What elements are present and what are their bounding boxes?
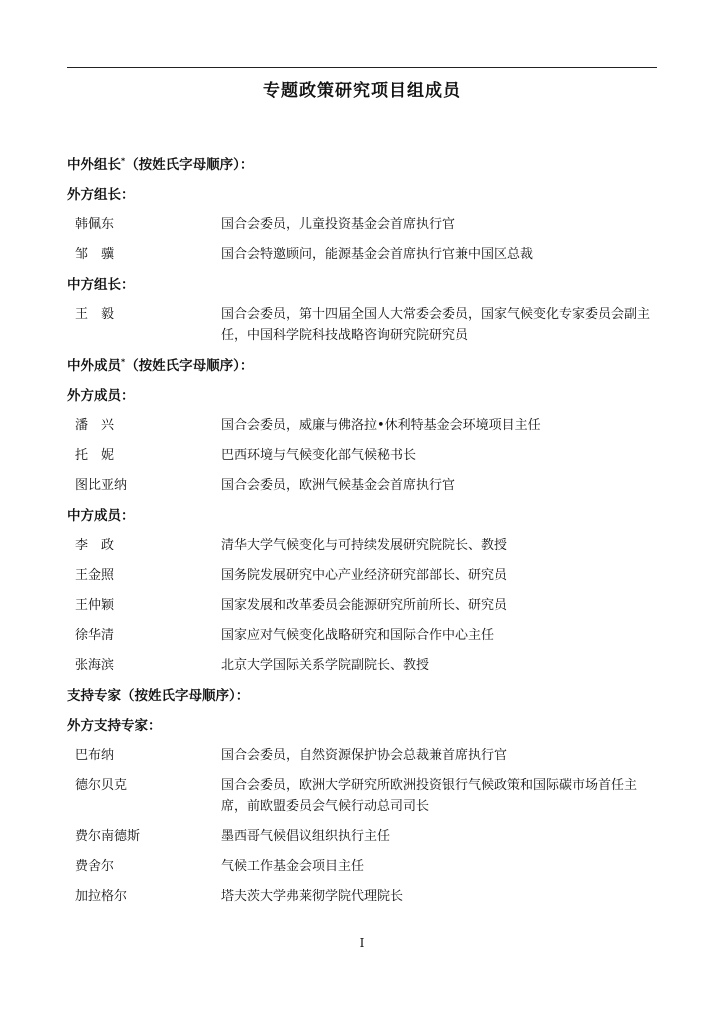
group-heading: 外方成员：: [67, 388, 135, 404]
member-row: [67, 210, 667, 240]
section-heading-text: 中外成员: [67, 358, 121, 374]
member-name: 王 毅: [75, 307, 115, 322]
member-name: 托 妮: [75, 448, 115, 463]
member-title: 国合会委员，欧洲气候基金会首席执行官: [221, 478, 456, 493]
member-title: 国合会委员，第十四届全国人大常委会委员，国家气候变化专家委员会副主任，中国科学院科技战略咨询研究院研究员: [221, 307, 651, 343]
member-row: [67, 561, 667, 591]
member-name: 巴布纳: [75, 748, 115, 763]
member-title: 墨西哥气候倡议组织执行主任: [221, 829, 391, 844]
member-title: 巴西环境与气候变化部气候秘书长: [221, 448, 417, 463]
member-row: [67, 852, 667, 882]
member-name: 图比亚纳: [75, 478, 128, 493]
section-heading-note: （按姓氏字母顺序）：: [125, 157, 254, 173]
member-row: [67, 621, 667, 651]
member-name: 潘 兴: [75, 418, 115, 433]
group-heading: 中方成员：: [67, 508, 135, 524]
member-row: [67, 471, 667, 501]
member-title: 国务院发展研究中心产业经济研究部部长、研究员: [221, 568, 508, 583]
member-name: 徐华清: [75, 628, 115, 643]
member-title: 国家发展和改革委员会能源研究所前所长、研究员: [221, 598, 508, 613]
member-row: [67, 882, 667, 912]
member-name: 费舍尔: [75, 859, 115, 874]
page-number: I: [359, 936, 365, 950]
member-name: 李 政: [75, 538, 115, 553]
member-title: 北京大学国际关系学院副院长、教授: [221, 658, 430, 673]
member-title: 国合会委员，欧洲大学研究所欧洲投资银行气候政策和国际碳市场首任主席，前欧盟委员会气候行动总司司长: [221, 778, 638, 814]
member-row: [67, 531, 667, 561]
member-row: [67, 771, 667, 822]
member-title: 国合会委员，儿童投资基金会首席执行官: [221, 217, 456, 232]
member-title: 国合会委员，威廉与佛洛拉•休利特基金会环境项目主任: [221, 418, 541, 433]
member-name: 王金照: [75, 568, 115, 583]
member-row: [67, 741, 667, 771]
member-row: [67, 591, 667, 621]
member-row: [67, 300, 667, 351]
page-title: 专题政策研究项目组成员: [263, 81, 461, 101]
member-row: [67, 441, 667, 471]
member-row: [67, 651, 667, 681]
member-name: 费尔南德斯: [75, 829, 141, 844]
member-title: 塔夫茨大学弗莱彻学院代理院长: [221, 889, 404, 904]
member-title: 国家应对气候变化战略研究和国际合作中心主任: [221, 628, 495, 643]
member-name: 王仲颖: [75, 598, 115, 613]
group-heading: 中方组长：: [67, 277, 135, 293]
member-name: 韩佩东: [75, 217, 115, 232]
member-row: [67, 411, 667, 441]
section-heading: [67, 681, 667, 711]
section-heading-text: 支持专家: [67, 688, 121, 704]
member-title: 清华大学气候变化与可持续发展研究院院长、教授: [221, 538, 508, 553]
member-row: [67, 240, 667, 270]
member-title: 国合会特邀顾问，能源基金会首席执行官兼中国区总裁: [221, 247, 534, 262]
member-list: [67, 150, 667, 912]
member-name: 德尔贝克: [75, 778, 128, 793]
member-name: 加拉格尔: [75, 889, 128, 904]
member-name: 张海滨: [75, 658, 115, 673]
section-heading-text: 中外组长: [67, 157, 121, 173]
section-heading: [67, 150, 667, 180]
member-row: [67, 822, 667, 852]
group-heading: 外方组长：: [67, 187, 135, 203]
footnote-mark: *: [121, 357, 126, 367]
member-title: 气候工作基金会项目主任: [221, 859, 365, 874]
footnote-mark: *: [121, 156, 126, 166]
section-heading: [67, 351, 667, 381]
header-rule: [67, 67, 657, 68]
section-heading-note: （按姓氏字母顺序）：: [121, 688, 250, 704]
member-name: 邹 骥: [75, 247, 115, 262]
section-heading-note: （按姓氏字母顺序）：: [125, 358, 254, 374]
member-title: 国合会委员，自然资源保护协会总裁兼首席执行官: [221, 748, 508, 763]
group-heading: 外方支持专家：: [67, 718, 162, 734]
